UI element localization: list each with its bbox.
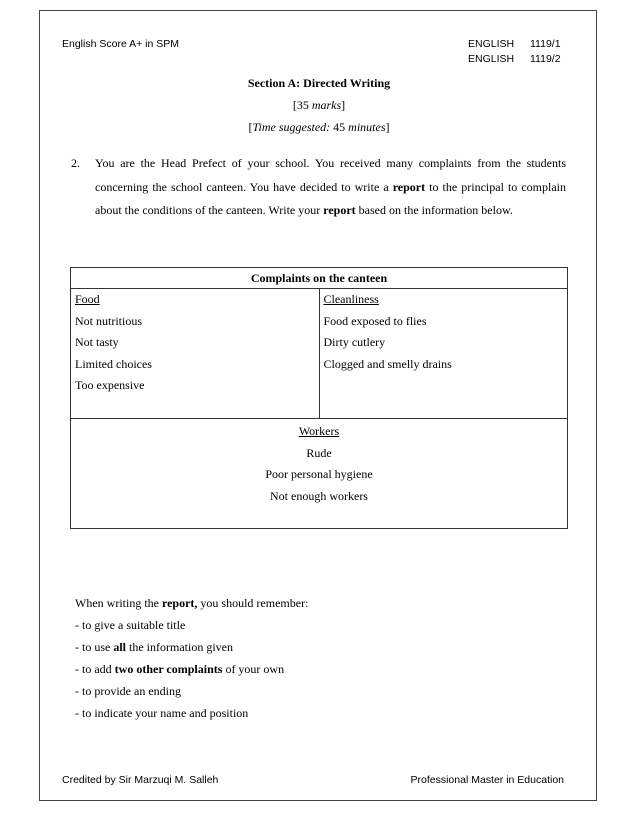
list-item: Not tasty: [75, 335, 119, 349]
footer-right: Professional Master in Education: [410, 774, 564, 786]
footer-left: Credited by Sir Marzuqi M. Salleh: [62, 774, 219, 786]
remember-intro: When writing the report, you should remember:: [75, 596, 309, 610]
list-item: Limited choices: [75, 356, 152, 371]
list-item: - to use all the information given: [75, 640, 233, 654]
workers-heading: Workers: [298, 424, 340, 438]
list-item: Not enough workers: [270, 488, 368, 503]
header-code-1: 1119/1: [530, 38, 561, 50]
list-item: Not nutritious: [75, 313, 143, 328]
food-heading: Food: [75, 292, 100, 306]
list-item: - to indicate your name and position: [75, 706, 249, 720]
section-marks: [35 marks]: [292, 98, 346, 112]
list-item: - to add two other complaints of your own: [75, 662, 285, 676]
list-item: Food exposed to flies: [323, 313, 427, 328]
list-item: - to give a suitable title: [75, 618, 186, 632]
section-title: Section A: Directed Writing: [247, 76, 391, 90]
table-title: Complaints on the canteen: [71, 268, 568, 289]
complaints-table: [70, 267, 568, 529]
cleanliness-heading: Cleanliness: [323, 292, 379, 306]
workers-section: [71, 419, 568, 529]
remember-list: [75, 592, 308, 724]
question-block: [71, 152, 566, 223]
list-item: Dirty cutlery: [323, 335, 386, 349]
list-item: Poor personal hygiene: [265, 467, 373, 481]
cleanliness-column: [319, 289, 568, 419]
header-left: English Score A+ in SPM: [62, 38, 180, 50]
question-text: You are the Head Prefect of your school. You received many complaints from the students concerning the school canteen. You have decided to write a report to the principal to complain about the conditions of the canteen. Write your report based on the information below.: [95, 156, 566, 217]
header-code-2: 1119/2: [530, 53, 561, 65]
section-time: [Time suggested: 45 minutes]: [248, 120, 390, 134]
header-subject-2: ENGLISH: [468, 53, 515, 65]
list-item: Clogged and smelly drains: [323, 356, 452, 371]
header-subject-1: ENGLISH: [468, 38, 515, 50]
question-number: 2.: [71, 156, 80, 170]
list-item: Too expensive: [75, 378, 145, 392]
food-column: [71, 289, 320, 419]
list-item: - to provide an ending: [75, 684, 181, 698]
list-item: Rude: [306, 445, 332, 460]
